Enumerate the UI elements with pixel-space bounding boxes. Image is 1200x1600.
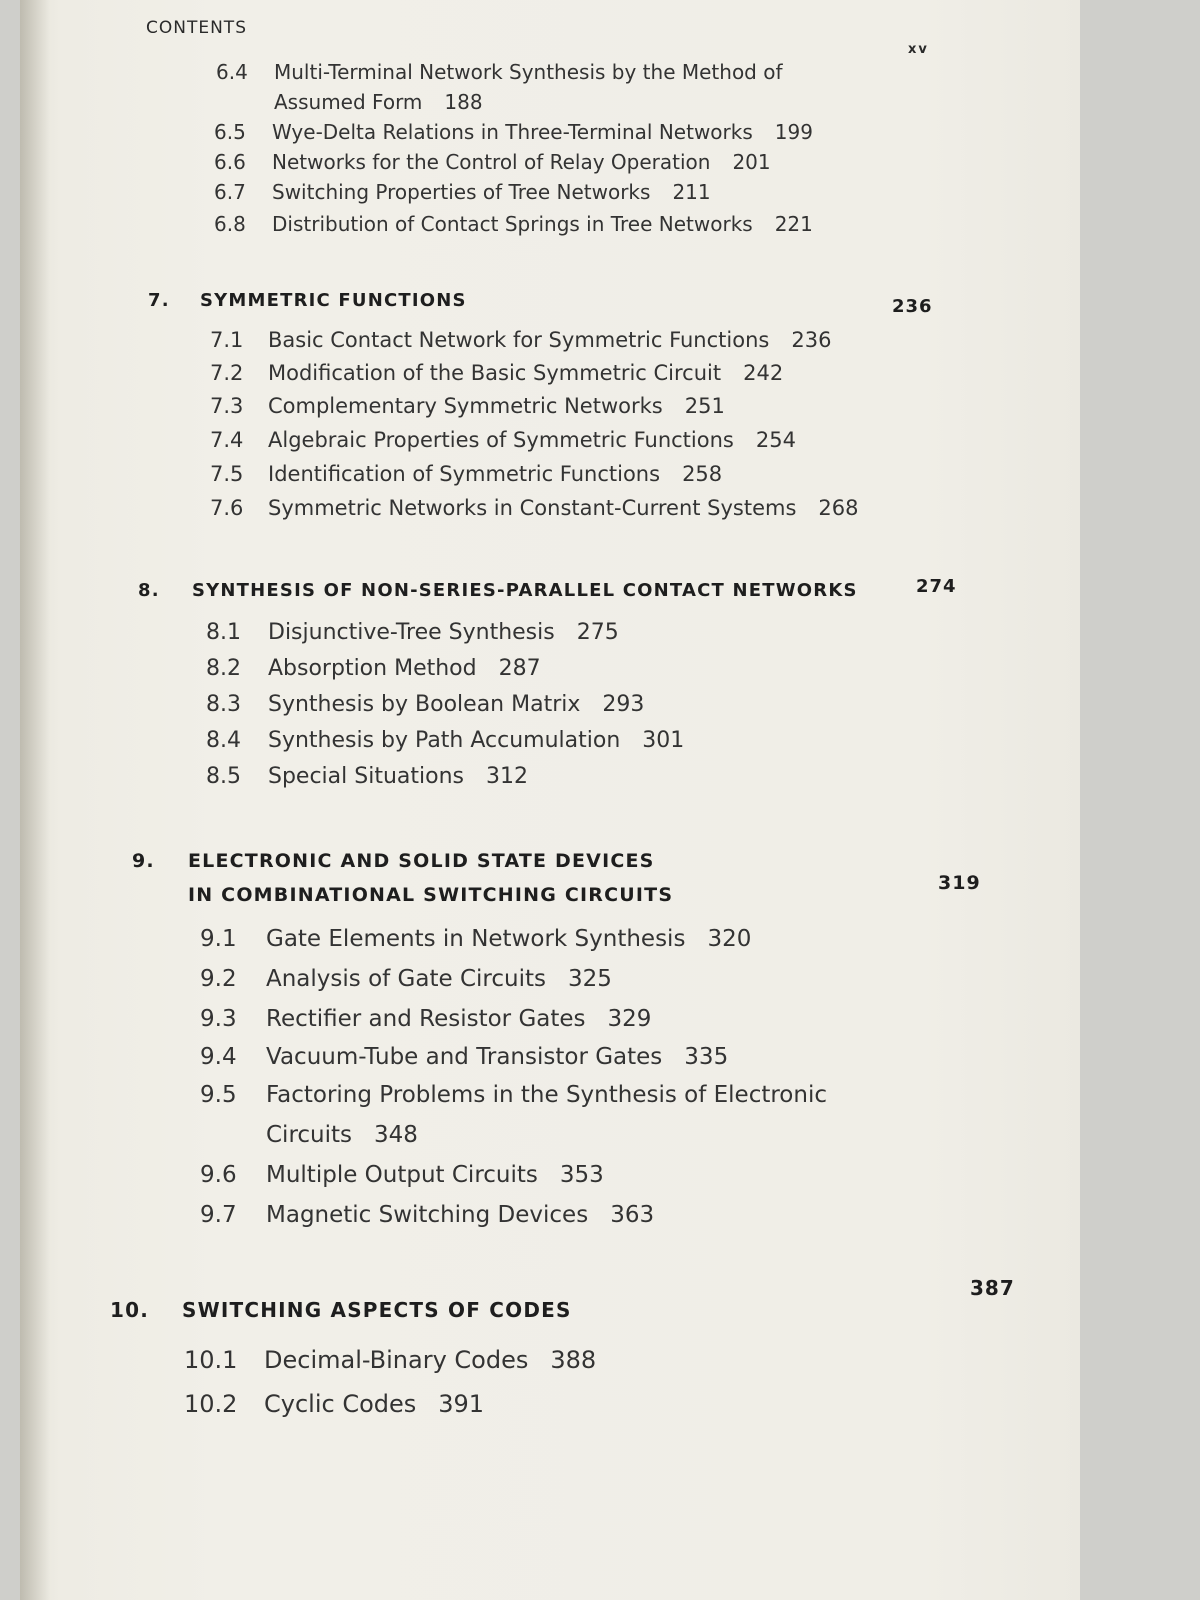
section-title-with-page bbox=[268, 764, 528, 789]
section-number: 7.4 bbox=[210, 428, 244, 452]
section-title: Vacuum-Tube and Transistor Gates bbox=[266, 1044, 663, 1070]
section-title-with-page bbox=[272, 180, 711, 204]
section-title-with-page bbox=[264, 1346, 596, 1374]
section-number: 6.5 bbox=[214, 120, 246, 144]
chapter-title: SYMMETRIC FUNCTIONS bbox=[200, 290, 467, 311]
chapter-page-9: 319 bbox=[938, 872, 981, 894]
section-page: 329 bbox=[607, 1006, 652, 1032]
section-page: 353 bbox=[559, 1162, 604, 1188]
toc-entry-6-4-continued bbox=[274, 90, 483, 114]
section-title: Wye-Delta Relations in Three-Terminal Networks bbox=[272, 120, 753, 144]
section-page: 388 bbox=[550, 1346, 597, 1374]
section-title-with-page bbox=[264, 1390, 484, 1418]
section-title-with-page bbox=[268, 428, 796, 452]
section-title-with-page bbox=[268, 620, 619, 645]
section-title-with-page bbox=[268, 656, 541, 681]
section-page: 251 bbox=[684, 394, 725, 418]
section-title: Multi-Terminal Network Synthesis by the Method of bbox=[274, 60, 783, 84]
section-title: Absorption Method bbox=[268, 656, 477, 681]
section-number: 8.5 bbox=[206, 764, 241, 789]
section-title-with-page bbox=[272, 150, 771, 174]
section-page: 301 bbox=[642, 728, 685, 753]
chapter-number: 10. bbox=[110, 1298, 150, 1322]
section-page: 325 bbox=[567, 966, 612, 992]
section-page: 391 bbox=[438, 1390, 485, 1418]
section-number: 7.1 bbox=[210, 328, 244, 352]
section-title-with-page bbox=[266, 1044, 728, 1070]
section-number: 9.1 bbox=[200, 926, 237, 952]
section-number: 8.2 bbox=[206, 656, 241, 681]
gutter-shadow bbox=[20, 0, 50, 1600]
section-page: 188 bbox=[444, 90, 483, 114]
section-page: 236 bbox=[791, 328, 832, 352]
section-title-continued: Circuits bbox=[266, 1122, 353, 1148]
chapter-page-10: 387 bbox=[970, 1276, 1015, 1300]
section-title: Networks for the Control of Relay Operation bbox=[272, 150, 711, 174]
section-number: 7.2 bbox=[210, 361, 244, 385]
section-title-with-page bbox=[268, 728, 684, 753]
section-title: Algebraic Properties of Symmetric Functions bbox=[268, 428, 734, 452]
section-page: 268 bbox=[818, 496, 859, 520]
section-title-with-page bbox=[268, 328, 831, 352]
section-page: 254 bbox=[755, 428, 796, 452]
running-head: CONTENTS bbox=[146, 18, 247, 38]
section-number: 6.8 bbox=[214, 212, 246, 236]
section-number: 9.5 bbox=[200, 1082, 237, 1108]
section-number: 9.2 bbox=[200, 966, 237, 992]
chapter-number: 7. bbox=[148, 290, 170, 311]
section-title-with-page bbox=[272, 212, 813, 236]
section-title: Synthesis by Path Accumulation bbox=[268, 728, 621, 753]
section-page: 258 bbox=[682, 462, 723, 486]
section-title: Switching Properties of Tree Networks bbox=[272, 180, 651, 204]
section-title: Decimal-Binary Codes bbox=[264, 1346, 529, 1374]
section-title-with-page bbox=[266, 1202, 654, 1228]
section-page: 293 bbox=[602, 692, 645, 717]
section-page: 320 bbox=[707, 926, 752, 952]
section-title-continued: Assumed Form bbox=[274, 90, 423, 114]
section-title-with-page bbox=[266, 1162, 604, 1188]
section-title-with-page bbox=[268, 692, 644, 717]
book-page bbox=[20, 0, 1080, 1600]
chapter-title: SYNTHESIS OF NON-SERIES-PARALLEL CONTACT NETWORKS bbox=[192, 580, 858, 601]
chapter-page-8: 274 bbox=[916, 576, 957, 597]
chapter-number: 9. bbox=[132, 850, 155, 872]
section-number: 9.4 bbox=[200, 1044, 237, 1070]
section-number: 9.7 bbox=[200, 1202, 237, 1228]
section-page: 211 bbox=[672, 180, 711, 204]
section-title: Special Situations bbox=[268, 764, 464, 789]
chapter-number: 8. bbox=[138, 580, 160, 601]
section-title: Modification of the Basic Symmetric Circuit bbox=[268, 361, 722, 385]
section-title: Distribution of Contact Springs in Tree Networks bbox=[272, 212, 753, 236]
chapter-title: ELECTRONIC AND SOLID STATE DEVICES bbox=[188, 850, 655, 872]
section-title: Basic Contact Network for Symmetric Functions bbox=[268, 328, 770, 352]
section-page: 348 bbox=[374, 1122, 418, 1148]
section-title: Analysis of Gate Circuits bbox=[266, 966, 546, 992]
chapter-heading-9-continued bbox=[188, 884, 673, 906]
section-title: Symmetric Networks in Constant-Current Systems bbox=[268, 496, 797, 520]
section-title-with-page bbox=[268, 496, 859, 520]
section-title: Identification of Symmetric Functions bbox=[268, 462, 661, 486]
section-number: 7.6 bbox=[210, 496, 244, 520]
section-number: 6.4 bbox=[216, 60, 248, 84]
section-number: 10.2 bbox=[184, 1390, 238, 1418]
section-page: 335 bbox=[684, 1044, 729, 1070]
section-number: 8.3 bbox=[206, 692, 241, 717]
chapter-title: SWITCHING ASPECTS OF CODES bbox=[182, 1298, 572, 1322]
section-page: 242 bbox=[743, 361, 784, 385]
section-title-with-page bbox=[268, 462, 722, 486]
section-number: 7.5 bbox=[210, 462, 244, 486]
section-number: 7.3 bbox=[210, 394, 244, 418]
section-title: Multiple Output Circuits bbox=[266, 1162, 538, 1188]
section-page: 312 bbox=[486, 764, 528, 789]
section-title-with-page bbox=[266, 926, 751, 952]
section-title: Synthesis by Boolean Matrix bbox=[268, 692, 581, 717]
chapter-title-continued: IN COMBINATIONAL SWITCHING CIRCUITS bbox=[188, 884, 674, 906]
section-title-with-page bbox=[272, 120, 813, 144]
section-number: 8.4 bbox=[206, 728, 241, 753]
section-page: 287 bbox=[498, 656, 541, 681]
section-page: 221 bbox=[774, 212, 813, 236]
section-number: 10.1 bbox=[184, 1346, 238, 1374]
section-page: 199 bbox=[774, 120, 813, 144]
section-title-with-page bbox=[268, 361, 783, 385]
section-title: Rectifier and Resistor Gates bbox=[266, 1006, 586, 1032]
section-page: 363 bbox=[610, 1202, 655, 1228]
section-number: 6.7 bbox=[214, 180, 246, 204]
chapter-page-7: 236 bbox=[892, 296, 933, 317]
section-title: Complementary Symmetric Networks bbox=[268, 394, 663, 418]
section-number: 6.6 bbox=[214, 150, 246, 174]
page-number: xv bbox=[908, 42, 929, 57]
section-title: Factoring Problems in the Synthesis of Electronic bbox=[266, 1082, 827, 1108]
section-page: 275 bbox=[576, 620, 619, 645]
section-title: Disjunctive-Tree Synthesis bbox=[268, 620, 555, 645]
section-page: 201 bbox=[732, 150, 771, 174]
toc-entry-9-5-continued bbox=[266, 1122, 418, 1148]
section-title-with-page bbox=[268, 394, 725, 418]
section-title: Magnetic Switching Devices bbox=[266, 1202, 589, 1228]
section-title-with-page bbox=[266, 966, 612, 992]
section-title: Gate Elements in Network Synthesis bbox=[266, 926, 686, 952]
section-number: 9.6 bbox=[200, 1162, 237, 1188]
section-number: 9.3 bbox=[200, 1006, 237, 1032]
section-number: 8.1 bbox=[206, 620, 241, 645]
section-title-with-page bbox=[266, 1006, 651, 1032]
section-title: Cyclic Codes bbox=[264, 1390, 417, 1418]
